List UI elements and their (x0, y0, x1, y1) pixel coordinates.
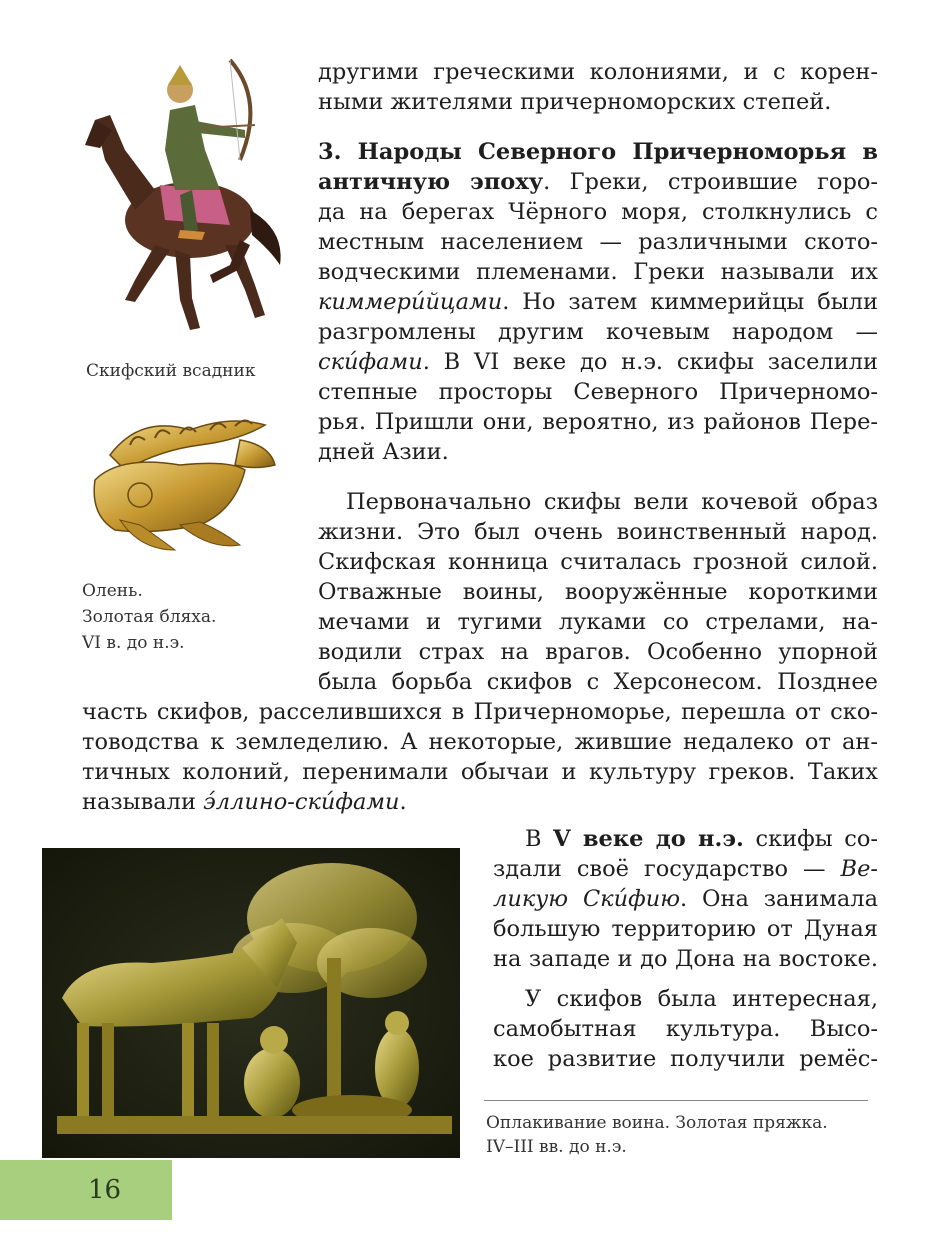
term-great-scythia-end: ликую Ски́фию (493, 886, 681, 912)
text-line: тичных колоний, перенимали обычаи и культуру греков. Таких (82, 759, 878, 785)
text-line (525, 825, 878, 855)
text-line: другими греческими колониями, и с корен- (318, 59, 878, 85)
text-span: . Греки, строившие горо- (543, 169, 878, 195)
text-line: Первоначально скифы вели кочевой образ (346, 489, 878, 515)
text-line: мечами и тугими луками со стрелами, на- (318, 609, 878, 635)
text-span: . Но затем киммерийцы были (502, 289, 878, 315)
text-line (493, 885, 878, 915)
section-heading-title-end: античную эпоху (318, 169, 544, 195)
text-line (493, 855, 878, 885)
text-line: разгромлены другим кочевым народом — (318, 319, 878, 345)
text-span: скифы со- (743, 826, 879, 852)
text-line (318, 348, 878, 378)
text-span: . Она занимала (680, 886, 878, 912)
text-line: У скифов была интересная, (525, 986, 878, 1012)
text-line: местным населением — различными ското- (318, 229, 878, 255)
text-line: дней Азии. (318, 439, 449, 465)
term-great-scythia: Ве- (840, 856, 878, 882)
text-span: здали своё государство — (493, 856, 841, 882)
text-line (82, 788, 878, 818)
term-cimmerians: киммери́йцами (318, 289, 503, 315)
text-span: называли (82, 789, 204, 815)
deer-caption-line-3: VI в. до н.э. (82, 633, 185, 653)
buckle-caption-line-2: IV–III вв. до н.э. (486, 1137, 627, 1157)
deer-caption-line-2: Золотая бляха. (82, 607, 217, 627)
text-line: кое развитие получили ремёс- (493, 1046, 878, 1072)
buckle-caption-line-1: Оплакивание воина. Золотая пряжка. (486, 1113, 828, 1133)
golden-deer-plaque-illustration (80, 410, 280, 560)
scythian-rider-illustration (80, 50, 290, 335)
rider-caption: Скифский всадник (86, 361, 256, 381)
text-line: большую территорию от Дуная (493, 916, 878, 942)
term-scythians: ски́фами (318, 349, 423, 375)
text-span: В (525, 826, 554, 852)
caption-separator (484, 1100, 868, 1101)
page-number-tab (0, 1160, 172, 1220)
text-span: . В VI веке до н.э. скифы заселили (422, 349, 878, 375)
text-line: на западе и до Дона на востоке. (493, 946, 878, 972)
text-line (318, 288, 878, 318)
text-line: степные просторы Северного Причерномо- (318, 379, 878, 405)
text-line: да на берегах Чёрного моря, столкнулись с (318, 199, 878, 225)
text-span: . (399, 789, 407, 815)
text-line: водили страх на врагов. Особенно упорной (318, 639, 878, 665)
text-line: водческими племенами. Греки называли их (318, 259, 878, 285)
date-highlight: V веке до н.э. (553, 826, 744, 852)
text-line: Скифская конница считалась грозной силой. (318, 549, 878, 575)
golden-buckle-photo (42, 848, 460, 1158)
term-hellenic-scythians: э́ллино-ски́фами (203, 789, 400, 815)
deer-caption-line-1: Олень. (82, 581, 143, 601)
text-line (318, 168, 878, 198)
section-heading-title: 3. Народы Северного Причерноморья в (318, 139, 878, 165)
section-heading (318, 138, 878, 168)
text-line: ными жителями причерноморских степей. (318, 89, 832, 115)
text-line: жизни. Это был очень воинственный народ. (318, 519, 878, 545)
text-line: товодства к земледелию. А некоторые, жившие недалеко от ан- (82, 729, 878, 755)
page-number: 16 (88, 1175, 122, 1205)
text-line: часть скифов, расселившихся в Причерноморье, перешла от ско- (82, 699, 878, 725)
text-line: рья. Пришли они, вероятно, из районов Пере- (318, 409, 878, 435)
text-line: самобытная культура. Высо- (493, 1016, 878, 1042)
text-line: была борьба скифов с Херсонесом. Позднее (318, 669, 878, 695)
text-line: Отважные воины, вооружённые короткими (318, 579, 878, 605)
